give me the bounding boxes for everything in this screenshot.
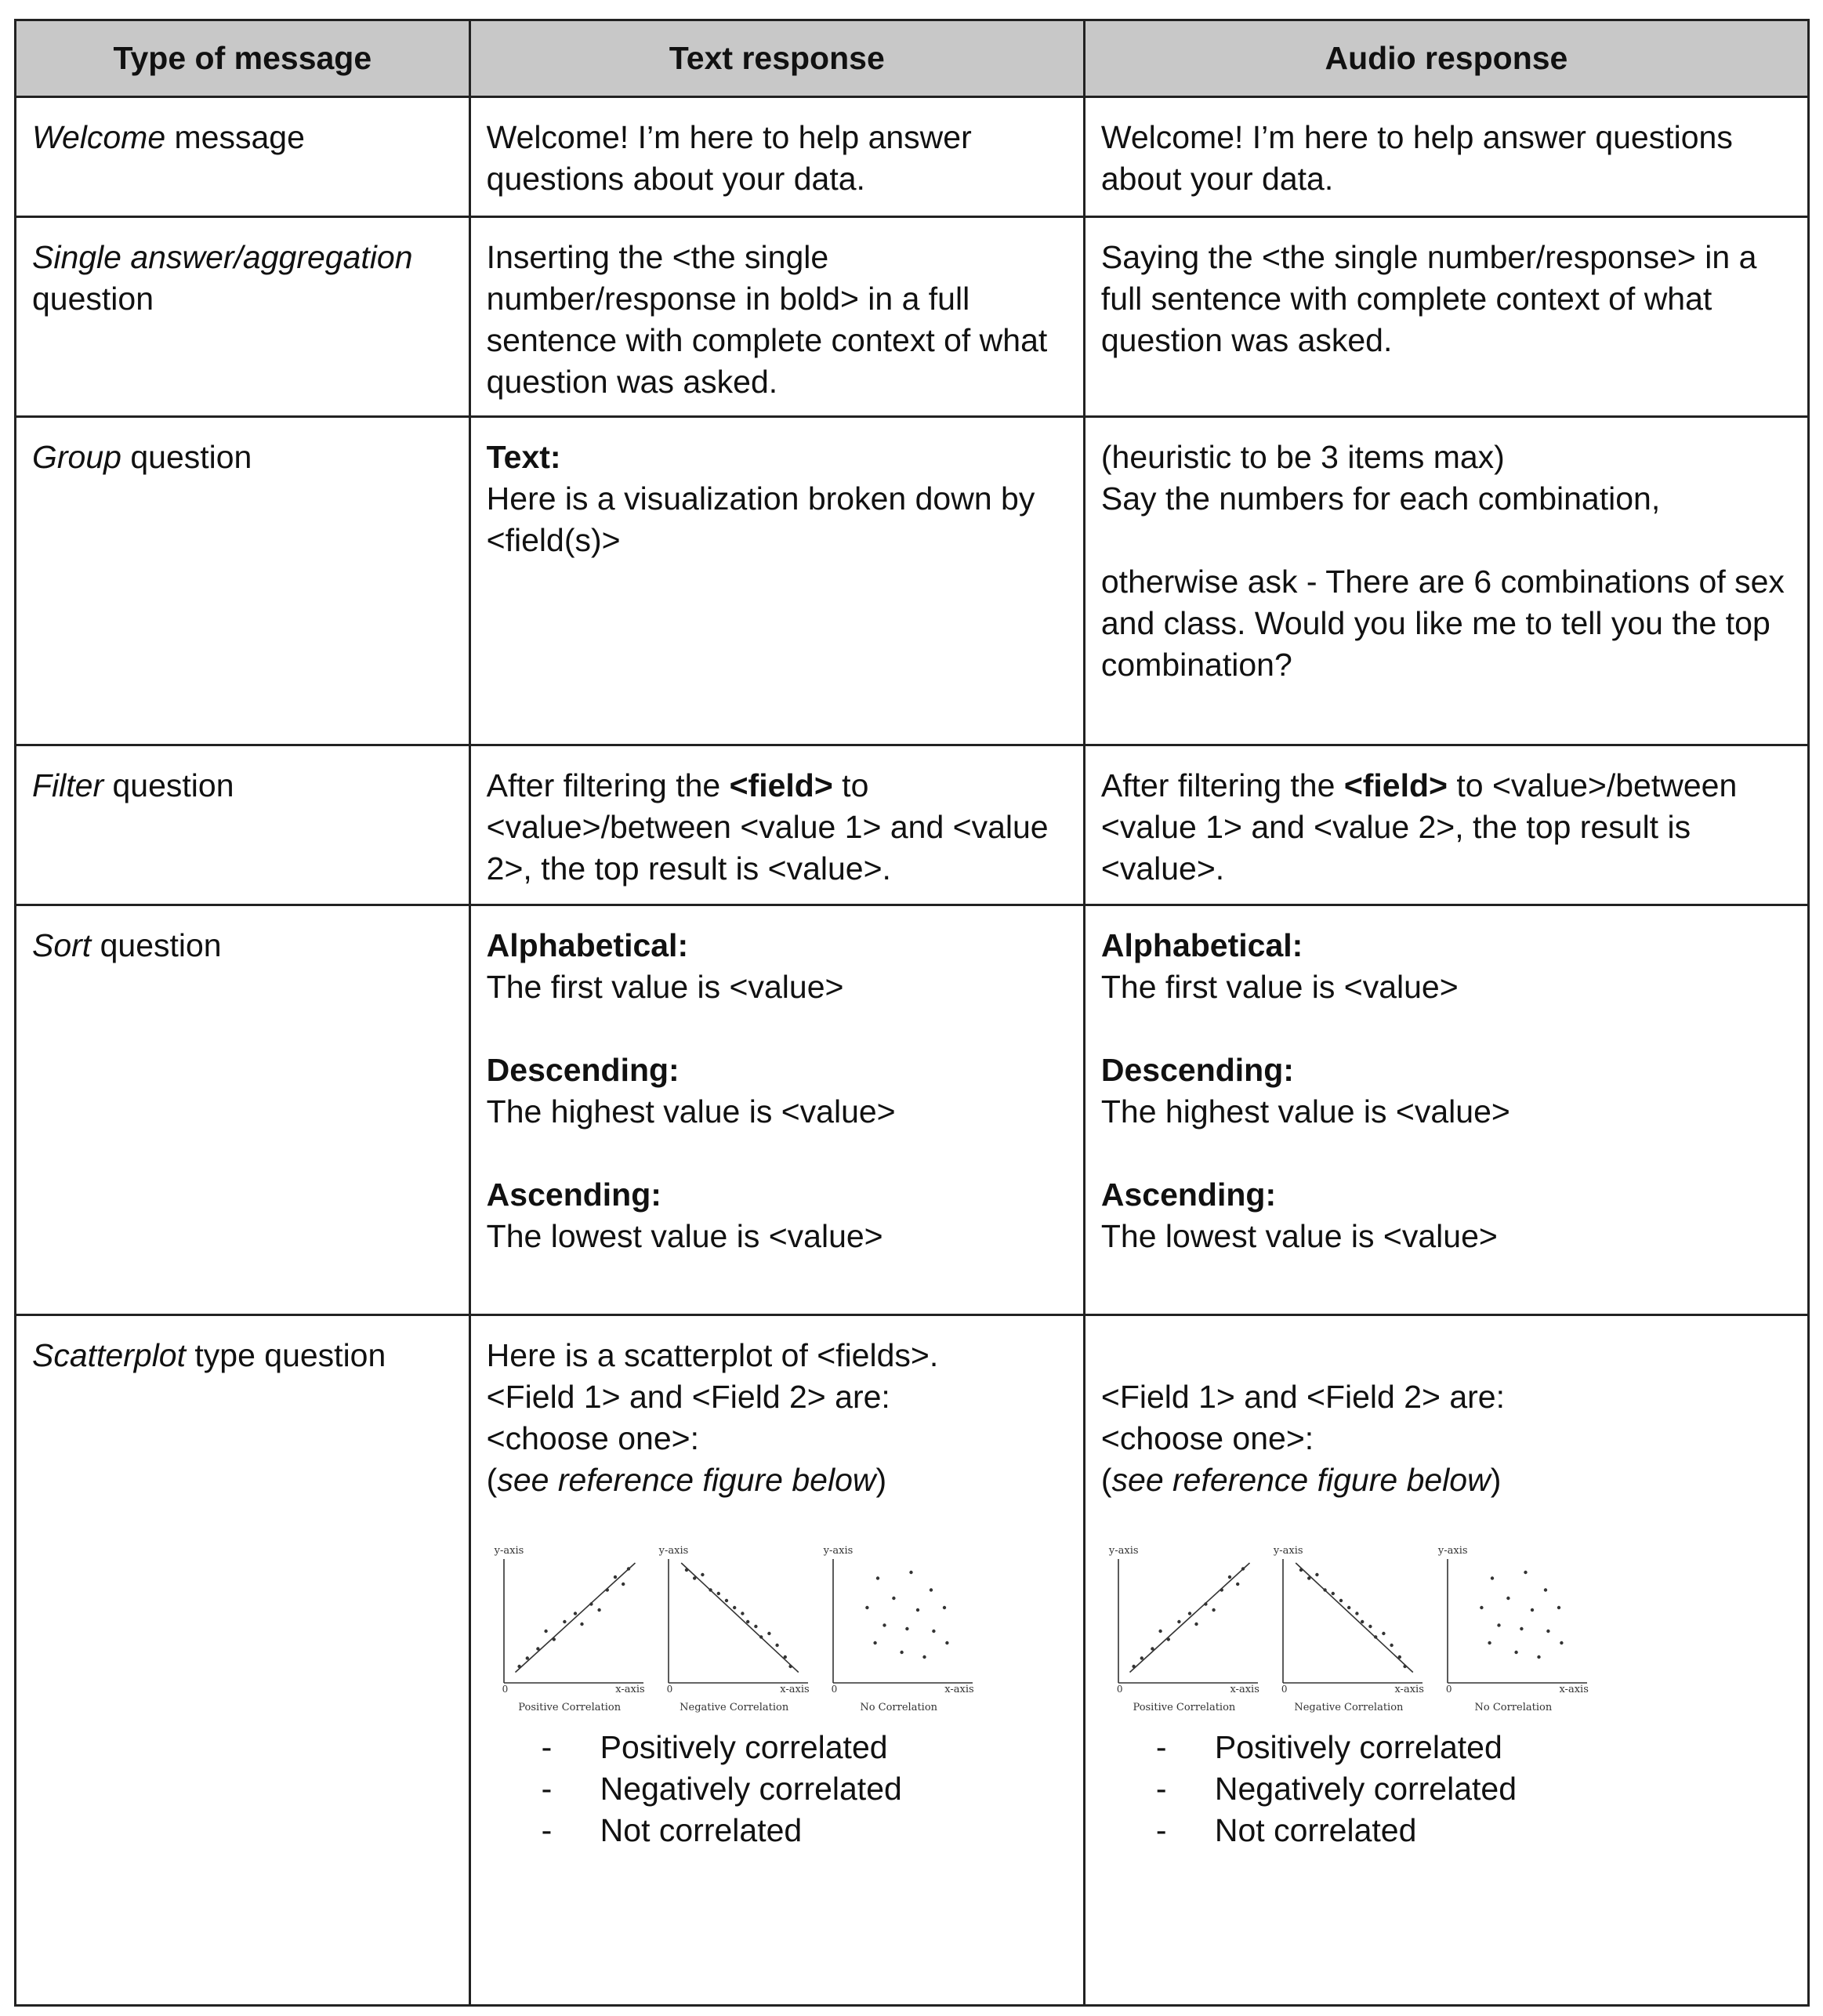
descending-body: The highest value is <value> (486, 1093, 896, 1129)
origin-label: 0 (666, 1684, 673, 1695)
figure-caption: Positive Correlation (1133, 1702, 1236, 1713)
audio-cell-filter: After filtering the <field> to <value>/between <value 1> and <value 2>, the top result is <value>. (1084, 745, 1808, 905)
scatter-point (1228, 1575, 1231, 1579)
scatter-point (1355, 1612, 1358, 1615)
dash-bullet: - (1155, 1729, 1167, 1765)
alphabetical-body: The first value is <value> (1100, 969, 1459, 1005)
dash-bullet: - (541, 1771, 553, 1807)
list-item (1156, 1810, 1792, 1851)
audio-cell-welcome: Welcome! I’m here to help answer questions about your data. (1084, 97, 1808, 217)
scatter-mini-plot (822, 1545, 976, 1702)
otherwise-ask-line: otherwise ask - There are 6 combinations of sex and class. Would you like me to tell you the top combination? (1100, 564, 1785, 683)
type-cell-single: Single answer/aggregation question (16, 217, 470, 417)
scatter-point (1491, 1576, 1494, 1579)
figure-caption: Positive Correlation (518, 1702, 622, 1713)
scatter-point (573, 1612, 576, 1615)
y-axis-label: y-axis (494, 1545, 524, 1557)
text-cell-group (469, 417, 1084, 745)
header-row (16, 20, 1809, 97)
choose-line: <choose one>: (1100, 1420, 1314, 1456)
scatter-point (622, 1583, 625, 1586)
audio-cell-sort (1084, 905, 1808, 1315)
scatter-point (741, 1612, 744, 1615)
ascending-label: Ascending: (1100, 1177, 1277, 1213)
y-axis-label: y-axis (658, 1545, 689, 1557)
type-cell-filter: Filter question (16, 745, 470, 905)
scatter-point (1537, 1655, 1540, 1659)
scatter-point (1531, 1608, 1534, 1612)
table-row (16, 745, 1809, 905)
trend-line (515, 1563, 635, 1673)
list-item (542, 1727, 1067, 1768)
scatter-point (1488, 1641, 1491, 1644)
origin-label: 0 (1116, 1684, 1123, 1695)
scatter-point (1212, 1608, 1215, 1612)
option-label: Positively correlated (1214, 1729, 1502, 1765)
no-correlation-figure (822, 1545, 976, 1724)
figure-caption: Negative Correlation (680, 1702, 789, 1713)
scatter-point (1368, 1625, 1372, 1628)
scatter-point (1236, 1583, 1239, 1586)
ascending-label: Ascending: (486, 1177, 661, 1213)
reference-line: (see reference figure below) (486, 1462, 887, 1498)
reference-line: (see reference figure below) (1100, 1462, 1502, 1498)
table-row (16, 417, 1809, 745)
scatter-point (701, 1573, 704, 1576)
figure-caption: No Correlation (860, 1702, 938, 1713)
type-cell-group: Group question (16, 417, 470, 745)
scatter-point (1480, 1606, 1483, 1609)
no-correlation-figure (1437, 1545, 1590, 1724)
option-label: Not correlated (1214, 1812, 1417, 1848)
descending-label: Descending: (1100, 1052, 1294, 1088)
text-label: Text: (486, 439, 561, 475)
y-axis-label: y-axis (1108, 1545, 1139, 1557)
option-label: Not correlated (600, 1812, 803, 1848)
trend-line (681, 1563, 799, 1673)
scatter-point (892, 1597, 895, 1600)
type-cell-scatter: Scatterplot type question (16, 1315, 470, 2006)
scatter-point (1382, 1632, 1385, 1635)
scatter-point (563, 1620, 566, 1623)
option-label: Positively correlated (600, 1729, 888, 1765)
scatter-point (1557, 1606, 1560, 1609)
text-cell-filter: After filtering the <field> to <value>/between <value 1> and <value 2>, the top result is <value>. (469, 745, 1084, 905)
scatter-point (1315, 1573, 1318, 1576)
scatter-point (1194, 1623, 1198, 1626)
scatter-point (873, 1641, 876, 1644)
scatter-point (597, 1608, 600, 1612)
scatter-point (525, 1656, 528, 1659)
scatter-point (1506, 1597, 1510, 1600)
table-row (16, 905, 1809, 1315)
heuristic-note: (heuristic to be 3 items max) (1100, 439, 1505, 475)
scatter-point (716, 1592, 719, 1595)
text-cell-sort (469, 905, 1084, 1315)
scatter-point (929, 1588, 932, 1591)
choose-line: <choose one>: (486, 1420, 699, 1456)
scatter-point (942, 1606, 945, 1609)
alphabetical-label: Alphabetical: (486, 927, 689, 963)
correlation-options-list (487, 1727, 1067, 1851)
negative-correlation-figure (1272, 1545, 1426, 1724)
origin-label: 0 (1445, 1684, 1452, 1695)
header-audio-response: Audio response (1084, 20, 1808, 97)
scatter-point (767, 1632, 770, 1635)
audio-cell-single: Saying the <the single number/response> in a full sentence with complete context of what question was asked. (1084, 217, 1808, 417)
scatter-point (1546, 1630, 1549, 1633)
scatter-point (932, 1630, 935, 1633)
scatter-intro: Here is a scatterplot of <fields>. (486, 1337, 939, 1373)
scatter-point (922, 1655, 926, 1659)
dash-bullet: - (1155, 1771, 1167, 1807)
scatter-mini-plot (1272, 1545, 1426, 1702)
scatter-point (1514, 1651, 1517, 1654)
text-cell-single: Inserting the <the single number/response in bold> in a full sentence with complete context of what question was asked. (469, 217, 1084, 417)
scatter-point (775, 1644, 778, 1647)
scatter-point (865, 1606, 868, 1609)
scatter-point (1188, 1612, 1191, 1615)
ascending-body: The lowest value is <value> (1100, 1218, 1498, 1254)
header-text-response: Text response (469, 20, 1084, 97)
scatter-mini-plot (1107, 1545, 1261, 1702)
table-row (16, 1315, 1809, 2006)
scatter-point (883, 1623, 886, 1626)
y-axis-label: y-axis (823, 1545, 854, 1557)
x-axis-label: x-axis (1394, 1684, 1424, 1695)
origin-label: 0 (502, 1684, 509, 1695)
scatter-point (1560, 1641, 1563, 1644)
scatter-point (1331, 1592, 1334, 1595)
scatter-point (900, 1651, 903, 1654)
trend-line (1296, 1563, 1413, 1673)
scatter-point (1390, 1644, 1393, 1647)
scatter-point (1524, 1571, 1527, 1574)
type-cell-welcome: Welcome message (16, 97, 470, 217)
correlation-reference-figures (493, 1545, 1067, 1724)
scatter-point (1361, 1620, 1364, 1623)
scatter-point (909, 1571, 912, 1574)
x-axis-label: x-axis (780, 1684, 810, 1695)
table-row (16, 97, 1809, 217)
list-item (542, 1810, 1067, 1851)
scatter-mini-plot (1437, 1545, 1590, 1702)
text-body: Here is a visualization broken down by <field(s)> (486, 480, 1035, 558)
positive-correlation-figure (493, 1545, 647, 1724)
scatter-point (613, 1575, 616, 1579)
scatter-point (1339, 1599, 1343, 1602)
ascending-body: The lowest value is <value> (486, 1218, 883, 1254)
option-label: Negatively correlated (600, 1771, 902, 1807)
list-item (1156, 1768, 1792, 1810)
figure-caption: No Correlation (1474, 1702, 1553, 1713)
x-axis-label: x-axis (1559, 1684, 1589, 1695)
scatter-point (1158, 1630, 1162, 1633)
list-item (1156, 1727, 1792, 1768)
correlation-options-list (1101, 1727, 1792, 1851)
x-axis-label: x-axis (944, 1684, 974, 1695)
y-axis-label: y-axis (1273, 1545, 1303, 1557)
origin-label: 0 (1281, 1684, 1288, 1695)
scatter-point (1497, 1623, 1500, 1626)
scatter-point (544, 1630, 547, 1633)
table-row (16, 217, 1809, 417)
alphabetical-body: The first value is <value> (486, 969, 844, 1005)
text-cell-scatter (469, 1315, 1084, 2006)
scatter-point (754, 1625, 757, 1628)
scatter-point (1177, 1620, 1180, 1623)
descending-body: The highest value is <value> (1100, 1093, 1510, 1129)
scatter-point (746, 1620, 749, 1623)
text-cell-welcome: Welcome! I’m here to help answer questions about your data. (469, 97, 1084, 217)
scatter-mini-plot (658, 1545, 811, 1702)
negative-correlation-figure (658, 1545, 811, 1724)
scatter-point (1544, 1588, 1547, 1591)
header-type-of-message: Type of message (16, 20, 470, 97)
audio-cell-group (1084, 417, 1808, 745)
positive-correlation-figure (1107, 1545, 1261, 1724)
figure-caption: Negative Correlation (1294, 1702, 1404, 1713)
descending-label: Descending: (486, 1052, 680, 1088)
origin-label: 0 (831, 1684, 838, 1695)
dash-bullet: - (1155, 1812, 1167, 1848)
message-response-table (14, 19, 1810, 2007)
trend-line (1129, 1563, 1249, 1673)
type-cell-sort: Sort question (16, 905, 470, 1315)
x-axis-label: x-axis (1230, 1684, 1259, 1695)
correlation-reference-figures (1107, 1545, 1792, 1724)
list-item (542, 1768, 1067, 1810)
scatter-point (1520, 1627, 1523, 1630)
scatter-mini-plot (493, 1545, 647, 1702)
y-axis-label: y-axis (1437, 1545, 1468, 1557)
scatter-point (580, 1623, 583, 1626)
dash-bullet: - (541, 1729, 553, 1765)
scatter-point (945, 1641, 948, 1644)
scatter-point (733, 1606, 736, 1609)
scatter-point (1140, 1656, 1143, 1659)
fields-line: <Field 1> and <Field 2> are: (1100, 1379, 1505, 1415)
say-numbers-line: Say the numbers for each combination, (1100, 480, 1661, 517)
fields-line: <Field 1> and <Field 2> are: (486, 1379, 890, 1415)
x-axis-label: x-axis (615, 1684, 645, 1695)
scatter-point (1347, 1606, 1350, 1609)
scatter-point (905, 1627, 908, 1630)
scatter-point (724, 1599, 727, 1602)
dash-bullet: - (541, 1812, 553, 1848)
scatter-point (875, 1576, 879, 1579)
scatter-point (915, 1608, 919, 1612)
audio-cell-scatter (1084, 1315, 1808, 2006)
alphabetical-label: Alphabetical: (1100, 927, 1303, 963)
option-label: Negatively correlated (1214, 1771, 1517, 1807)
